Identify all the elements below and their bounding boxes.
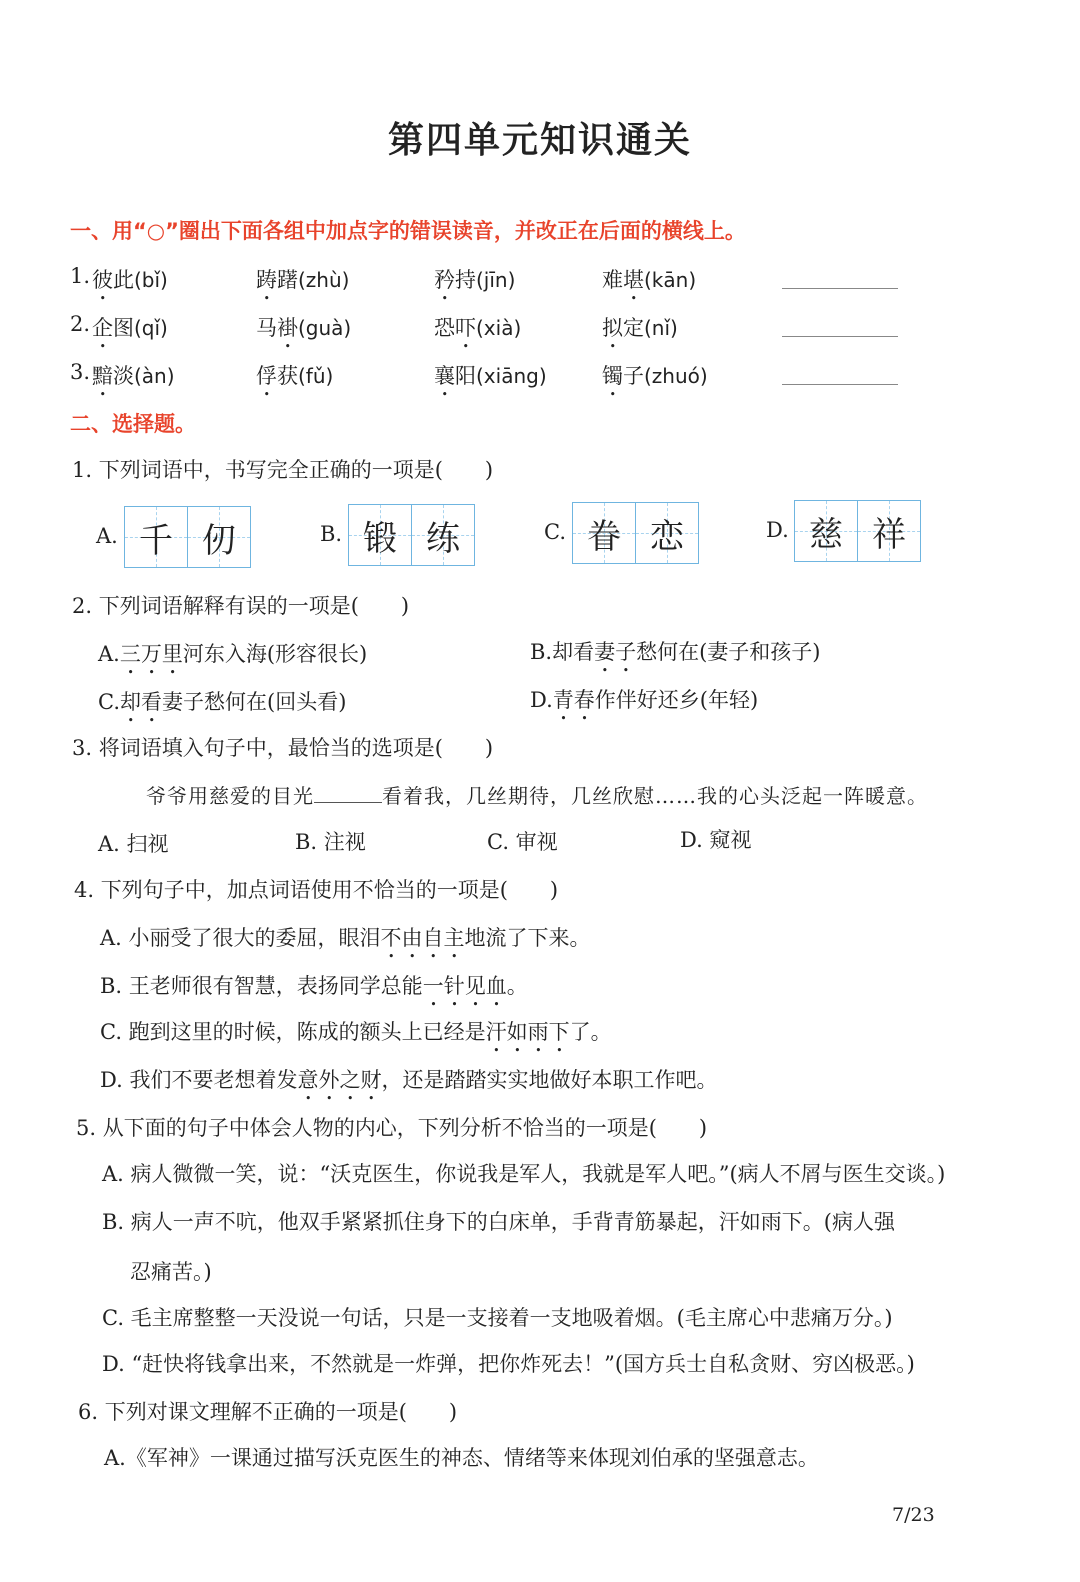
option-letter[interactable]: C.	[544, 520, 566, 544]
pinyin-item: 彼此(bǐ)	[92, 268, 168, 292]
grid-cell: 眷	[573, 503, 635, 563]
row-number: 1.	[70, 264, 91, 288]
question-4-option-b[interactable]: B. 王老师很有智慧，表扬同学总能一针见血。	[100, 974, 528, 998]
grid-cell: 祥	[857, 501, 920, 561]
question-1-stem: 1. 下列词语中，书写完全正确的一项是( )	[72, 458, 494, 482]
question-3-option-a[interactable]: A. 扫视	[98, 832, 169, 856]
page-title: 第四单元知识通关	[387, 120, 692, 161]
grid-cell: 慈	[795, 501, 857, 561]
grid-cell: 锻	[349, 505, 411, 565]
option-letter[interactable]: B.	[320, 522, 343, 546]
writing-grid	[348, 504, 475, 566]
writing-grid	[124, 506, 251, 568]
question-5-option-b[interactable]: B. 病人一声不吭，他双手紧紧抓住身下的白床单，手背青筋暴起，汗如雨下。(病人强	[102, 1210, 895, 1234]
question-2-option-c[interactable]: C.却看妻子愁何在(回头看)	[98, 690, 347, 714]
option-letter[interactable]: A.	[96, 524, 118, 548]
section-1-heading: 一、用“○”圈出下面各组中加点字的错误读音，并改正在后面的横线上。	[70, 219, 746, 243]
option-letter[interactable]: D.	[766, 518, 789, 542]
question-6-option-a[interactable]: A.《军神》一课通过描写沃克医生的神态、情绪等来体现刘伯承的坚强意志。	[104, 1446, 819, 1470]
answer-blank-line[interactable]	[782, 384, 898, 385]
question-2-option-b[interactable]: B.却看妻子愁何在(妻子和孩子)	[530, 640, 821, 664]
question-4-option-c[interactable]: C. 跑到这里的时候，陈成的额头上已经是汗如雨下了。	[100, 1020, 612, 1044]
question-5-option-d[interactable]: D. “赶快将钱拿出来，不然就是一炸弹，把你炸死去！”(国方兵士自私贪财、穷凶极恶。)	[102, 1352, 915, 1376]
question-2-option-a[interactable]: A.三万里河东入海(形容很长)	[98, 642, 368, 666]
question-3-option-b[interactable]: B. 注视	[295, 830, 366, 854]
pinyin-item: 马褂(guà)	[256, 316, 352, 340]
pinyin-item: 拟定(nǐ)	[602, 316, 678, 340]
question-5-stem: 5. 从下面的句子中体会人物的内心，下列分析不恰当的一项是( )	[76, 1116, 708, 1140]
row-number: 2.	[70, 312, 91, 336]
question-5-option-c[interactable]: C. 毛主席整整一天没说一句话，只是一支接着一支地吸着烟。(毛主席心中悲痛万分。)	[102, 1306, 893, 1330]
question-2-stem: 2. 下列词语解释有误的一项是( )	[72, 594, 410, 618]
row-number: 3.	[70, 360, 91, 384]
pinyin-item: 矜持(jīn)	[434, 268, 516, 292]
writing-grid	[794, 500, 921, 562]
pinyin-item: 俘获(fǔ)	[256, 364, 334, 388]
pinyin-item: 恐吓(xià)	[434, 316, 522, 340]
page-number: 7/23	[892, 1504, 935, 1526]
question-3-sentence: 爷爷用慈爱的目光 看着我，几丝期待，几丝欣慰……我的心头泛起一阵暖意。	[146, 784, 928, 808]
grid-cell: 恋	[635, 503, 698, 563]
grid-cell: 练	[411, 505, 474, 565]
question-2-option-d[interactable]: D.青春作伴好还乡(年轻)	[530, 688, 759, 712]
pinyin-item: 企图(qǐ)	[92, 316, 168, 340]
answer-blank-line[interactable]	[782, 288, 898, 289]
question-5-option-a[interactable]: A. 病人微微一笑，说：“沃克医生，你说我是军人，我就是军人吧。”(病人不屑与医生交谈。)	[102, 1162, 946, 1186]
grid-cell: 千	[125, 507, 187, 567]
writing-grid	[572, 502, 699, 564]
question-4-option-a[interactable]: A. 小丽受了很大的委屈，眼泪不由自主地流了下来。	[100, 926, 591, 950]
pinyin-item: 镯子(zhuó)	[602, 364, 708, 388]
question-3-option-c[interactable]: C. 审视	[487, 830, 558, 854]
question-6-stem: 6. 下列对课文理解不正确的一项是( )	[78, 1400, 458, 1424]
section-2-heading: 二、选择题。	[70, 412, 196, 436]
question-5-option-b-continued: 忍痛苦。)	[130, 1260, 212, 1284]
answer-blank-line[interactable]	[782, 336, 898, 337]
grid-cell: 仞	[187, 507, 250, 567]
question-3-option-d[interactable]: D. 窥视	[680, 828, 752, 852]
question-3-stem: 3. 将词语填入句子中，最恰当的选项是( )	[72, 736, 494, 760]
question-4-stem: 4. 下列句子中，加点词语使用不恰当的一项是( )	[74, 878, 559, 902]
pinyin-item: 难堪(kān)	[602, 268, 697, 292]
pinyin-item: 黯淡(àn)	[92, 364, 175, 388]
question-4-option-d[interactable]: D. 我们不要老想着发意外之财，还是踏踏实实地做好本职工作吧。	[100, 1068, 718, 1092]
pinyin-item: 踌躇(zhù)	[256, 268, 350, 292]
pinyin-item: 襄阳(xiāng)	[434, 364, 547, 388]
fill-blank[interactable]	[314, 802, 382, 803]
